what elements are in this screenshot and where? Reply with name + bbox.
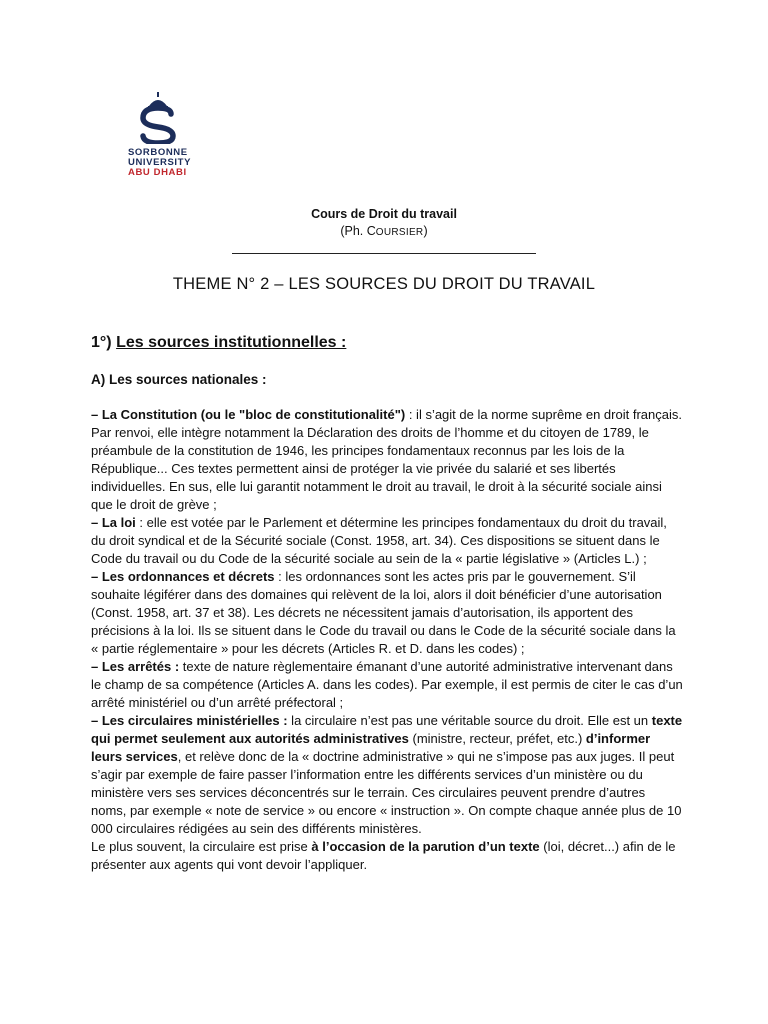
logo-line-university: UNIVERSITY (128, 157, 192, 168)
document-body (91, 406, 683, 874)
theme-title: THEME N° 2 – LES SOURCES DU DROIT DU TRAVAIL (172, 275, 596, 293)
course-title: Cours de Droit du travail (311, 207, 457, 221)
header-divider (232, 253, 536, 254)
paragraph-ordonnances: – Les ordonnances et décrets : les ordonnances sont les actes pris par le gouvernement. S’il souhaite légiférer dans des domaines qui relèvent de la loi, alors il doit bénéficier d’une autorisation (Const. 1958, art. 37 et 38). Les décrets ne nécessitent jamais d’autorisation, ils apportent des précisions à la loi. Ils se situent dans le Code du travail ou dans le Code de la sécurité sociale dans la « partie réglementaire » pour les décrets (Articles R. et D. dans les codes) ; (91, 569, 676, 656)
paragraph-circulaires: – Les circulaires ministérielles : la circulaire n’est pas une véritable source du droit. Elle est un texte qui permet seulement aux autorités administratives (ministre, recteur, préfet, etc.) d’informer leurs services, et relève donc de la « doctrine administrative » qui ne s’impose pas aux juges. Il peut s’agir par exemple de faire passer l’information entre les différents services d’un ministère ou du ministère vers ses services déconcentrés sur le terrain. Ces circulaires peuvent prendre d’autres noms, par exemple « note de service » ou encore « instruction ». On compte chaque année plus de 10 000 circulaires rédigées au sein des différents ministères. (91, 713, 683, 836)
paragraph-arretes: – Les arrêtés : texte de nature règlementaire émanant d’une autorité administrative intervenant dans le champ de sa compétence (Articles A. dans les codes). Par exemple, il est permis de citer le cas d’un arrêté ministériel ou d’un arrêté préfectoral ; (91, 659, 683, 710)
sorbonne-s-emblem-icon (133, 92, 183, 144)
logo-line-sorbonne: SORBONNE (128, 147, 188, 158)
section-heading-a: A) Les sources nationales : (91, 372, 267, 387)
professor-name: (Ph. COURSIER) (340, 224, 428, 238)
paragraph-constitution: – La Constitution (ou le "bloc de constitutionalité") : il s’agit de la norme suprême en droit français. Par renvoi, elle intègre notamment la Déclaration des droits de l’homme et du citoyen de 1789, le préambule de la constitution de 1946, les principes fondamentaux reconnus par les lois de la République... Ces textes permettent ainsi de protéger la vie privée du salarié et ses libertés individuelles. En sus, elle lui garantit notamment le droit au travail, le droit à la sécurité sociale ainsi que le droit de grève ; (91, 407, 682, 512)
paragraph-loi: – La loi : elle est votée par le Parlement et détermine les principes fondamentaux du droit du travail, du droit syndical et de la Sécurité sociale (Const. 1958, art. 34). Ces dispositions se situent dans le Code du travail ou du Code de la sécurité sociale au sein de la « partie législative » (Articles L.) ; (91, 515, 667, 566)
section-heading-1: 1°) Les sources institutionnelles : (91, 334, 347, 351)
university-logo (128, 92, 192, 178)
paragraph-circulaire-usage: Le plus souvent, la circulaire est prise à l’occasion de la parution d’un texte (loi, décret...) afin de le présenter aux agents qui vont devoir l’appliquer. (91, 839, 676, 872)
logo-line-abu-dhabi: ABU DHABI (128, 167, 187, 178)
